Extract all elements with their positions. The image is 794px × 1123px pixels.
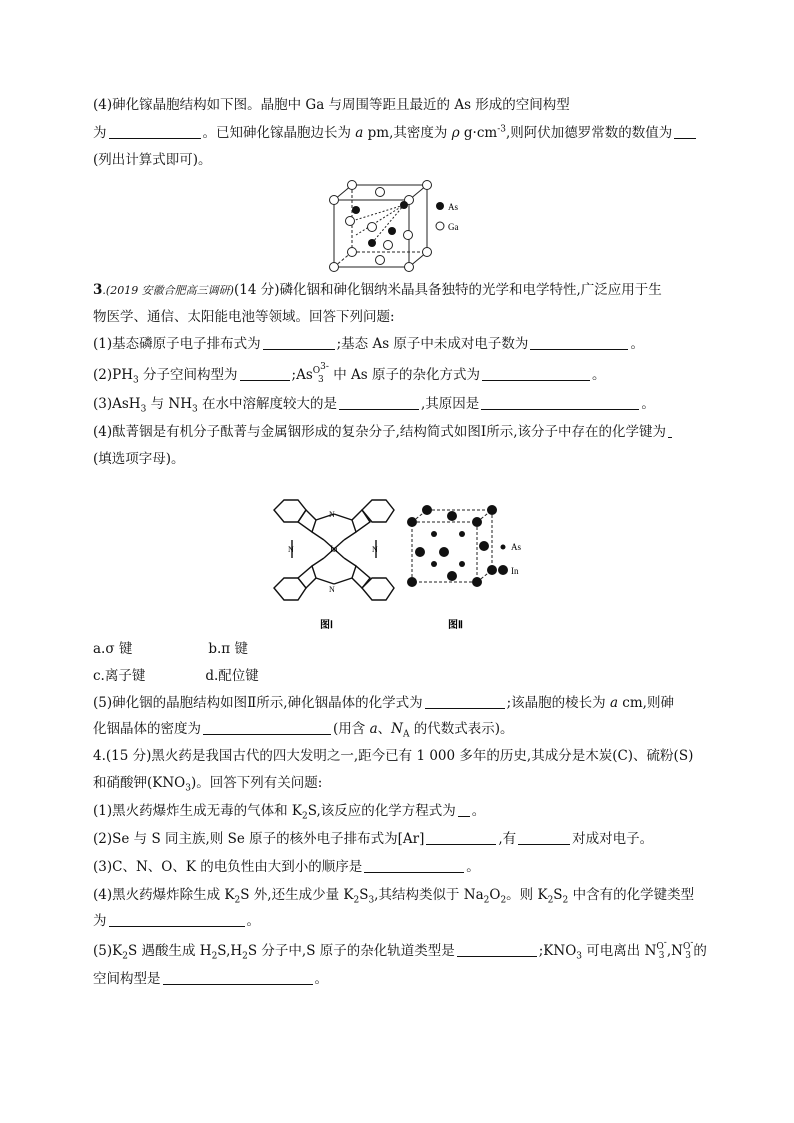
nitrogen-label: N (288, 545, 294, 554)
nitrogen-label: N (329, 585, 335, 594)
option-d: d.配位键 (205, 668, 259, 684)
q3-p3: (3)AsH$_3$ 与 $NH_3$ 在水中溶解度较大的是 ,其原因是 。 (93, 396, 655, 415)
answer-blank[interactable] (109, 124, 201, 139)
as-legend-dot (501, 545, 506, 550)
answer-blank[interactable] (668, 423, 672, 438)
q4-p1: (1)黑火药爆炸生成无毒的气体和 $K_2S$,该反应的化学方程式为 。 (93, 803, 486, 822)
q4-head: 4.(15 分)黑火药是我国古代的四大发明之一,距今已有 1 000 多年的历史,其成分是木炭(C)、硫粉(S) (93, 748, 694, 764)
option-b: b.π 键 (208, 641, 248, 657)
q3-p5-line2: 化铟晶体的密度为 (用含 a、$N_A$ 的代数式表示)。 (93, 721, 514, 740)
answer-blank[interactable] (674, 124, 696, 139)
answer-blank[interactable] (109, 912, 245, 927)
q2-4-line1: (4)砷化镓晶胞结构如下图。晶胞中 Ga 与周围等距且最近的 As 形成的空间构型 (93, 97, 570, 113)
answer-blank[interactable] (263, 335, 335, 350)
as-legend-label: As (448, 202, 459, 212)
answer-blank[interactable] (339, 395, 419, 410)
answer-blank[interactable] (364, 858, 464, 873)
answer-blank[interactable] (240, 366, 290, 381)
option-c: c.离子键 (93, 668, 146, 684)
q4-p5-line2: 空间构型是 。 (93, 971, 328, 987)
answer-blank[interactable] (426, 830, 496, 845)
inas-crystal-cell (407, 505, 521, 587)
answer-blank[interactable] (458, 802, 470, 817)
answer-blank[interactable] (425, 694, 505, 709)
nitrogen-label: N (372, 545, 378, 554)
q4-p5: $(5)K_2S$ 遇酸生成 $H_2S,H_2S$ 分子中,S 原子的杂化轨道类型是 $;KNO_3$ 可电离出 NO- 3 ,NO- 3 的 (93, 937, 707, 962)
q4-p2: (2)Se 与 S 同主族,则 Se 原子的核外电子排布式为[Ar] ,有 对成对电子。 (93, 831, 654, 847)
as-legend-dot (436, 202, 444, 210)
figure-indium-phthalocyanine-and-inas (262, 492, 542, 632)
answer-blank[interactable] (203, 720, 331, 735)
q4-p4-line2: 为 。 (93, 913, 260, 929)
q3-p1: (1)基态磷原子电子排布式为 ;基态 As 原子中未成对电子数为 。 (93, 336, 644, 352)
q4-head2: 和硝酸钾$(KNO_3)$。回答下列有关问题: (93, 775, 323, 794)
ga-legend-label: Ga (448, 222, 459, 232)
q3-p2: $(2)PH_3$ 分子空间构型为 ;AsO$^{3-}$ 3 中 As 原子的杂化方式为 。 (93, 361, 606, 386)
answer-blank[interactable] (482, 366, 590, 381)
in-legend-label: In (511, 566, 519, 576)
option-a: a.σ 键 (93, 641, 133, 657)
q2-4-line2: 为 。已知砷化镓晶胞边长为 a pm,其密度为 ρ $g\cdot cm^{-3}$,则阿伏加德罗常数的数值为 (93, 124, 698, 142)
q3-options-cd (93, 667, 259, 685)
ga-legend-dot (436, 222, 444, 230)
answer-blank[interactable] (163, 970, 313, 985)
q3-p5: (5)砷化铟的晶胞结构如图Ⅱ所示,砷化铟晶体的化学式为 ;该晶胞的棱长为 a cm,则砷 (93, 695, 674, 711)
q3-head: 3.(2019 安徽合肥高三调研)(14 分)磷化铟和砷化铟纳米晶具备独特的光学和电学特性,广泛应用于生 (93, 282, 662, 298)
q4-p3: (3)C、N、O、K 的电负性由大到小的顺序是 。 (93, 859, 480, 875)
q3-head2: 物医学、通信、太阳能电池等领域。回答下列问题: (93, 309, 395, 325)
as-legend-label: As (511, 542, 522, 552)
answer-blank[interactable] (457, 942, 537, 957)
answer-blank[interactable] (518, 830, 570, 845)
q4-p4: (4)黑火药爆炸除生成 $K_2S$ 外,还生成少量 $K_2S_3$,其结构类似于 $Na_2O_2$。则 $K_2S_2$ 中含有的化学键类型 (93, 887, 695, 906)
q3-options-ab (93, 640, 248, 658)
answer-blank[interactable] (530, 335, 628, 350)
q3-p4b: (填选项字母)。 (93, 451, 185, 467)
figure-caption-1: 图Ⅰ (320, 620, 333, 631)
in-legend-dot (498, 565, 508, 575)
nitrogen-label: N (329, 510, 335, 519)
indium-center-label: In (330, 544, 338, 554)
figure-caption-2: 图Ⅱ (448, 620, 463, 631)
answer-blank[interactable] (481, 395, 639, 410)
q2-4-line3: (列出计算式即可)。 (93, 152, 212, 168)
gaas-crystal-figure (320, 175, 480, 275)
q3-p4: (4)酞菁铟是有机分子酞菁与金属铟形成的复杂分子,结构简式如图Ⅰ所示,该分子中存在的化学键为 (93, 423, 674, 441)
